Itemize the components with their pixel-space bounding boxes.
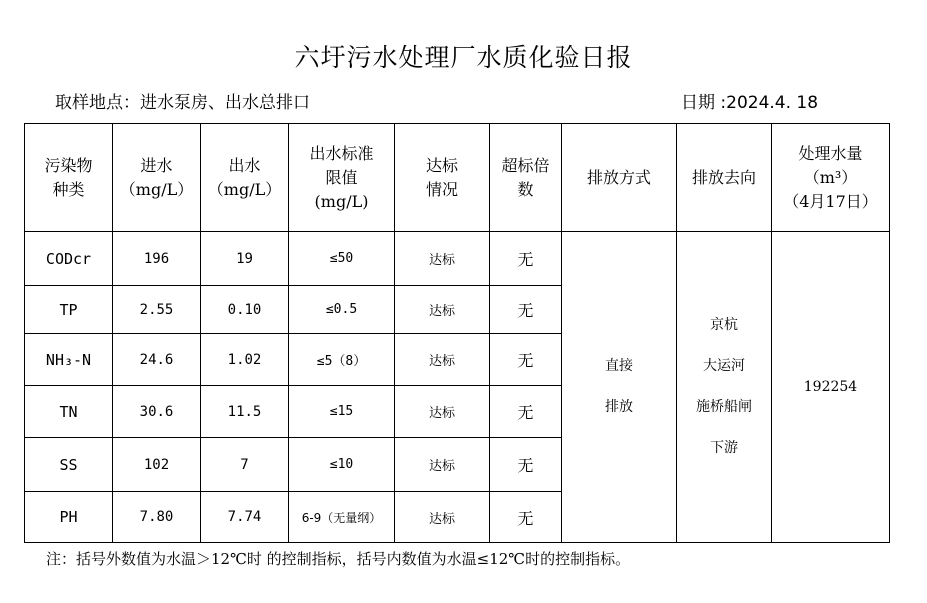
outflow-cell: 1.02	[201, 334, 289, 386]
pollutant-cell: TP	[25, 286, 113, 334]
report-title: 六圩污水处理厂水质化验日报	[294, 43, 633, 72]
header-discharge-dest: 排放去向	[677, 124, 772, 232]
limit-cell: ≤10	[289, 438, 395, 492]
pollutant-cell: CODcr	[25, 232, 113, 286]
exceed-cell: 无	[490, 492, 562, 543]
discharge-mode-cell: 直接 排放	[562, 232, 677, 543]
inflow-cell: 102	[113, 438, 201, 492]
pollutant-cell: TN	[25, 386, 113, 438]
sampling-location: 取样地点：进水泵房、出水总排口	[55, 93, 310, 113]
header-pollutant: 污染物 种类	[25, 124, 113, 232]
header-outflow: 出水 （mg/L）	[201, 124, 289, 232]
outflow-cell: 7.74	[201, 492, 289, 543]
limit-cell: ≤15	[289, 386, 395, 438]
status-cell: 达标	[395, 386, 490, 438]
pollutant-cell: SS	[25, 438, 113, 492]
outflow-cell: 19	[201, 232, 289, 286]
exceed-cell: 无	[490, 334, 562, 386]
inflow-cell: 24.6	[113, 334, 201, 386]
inflow-cell: 7.80	[113, 492, 201, 543]
water-quality-table	[24, 123, 890, 543]
status-cell: 达标	[395, 286, 490, 334]
outflow-cell: 11.5	[201, 386, 289, 438]
table-row	[25, 232, 890, 286]
header-exceed: 超标倍 数	[490, 124, 562, 232]
limit-cell: 6-9（无量纲）	[289, 492, 395, 543]
header-row	[25, 124, 890, 232]
header-volume: 处理水量 （m³） （4月17日）	[772, 124, 890, 232]
inflow-cell: 30.6	[113, 386, 201, 438]
limit-cell: ≤5（8）	[289, 334, 395, 386]
inflow-cell: 196	[113, 232, 201, 286]
status-cell: 达标	[395, 232, 490, 286]
exceed-cell: 无	[490, 438, 562, 492]
status-cell: 达标	[395, 334, 490, 386]
discharge-dest-cell: 京杭 大运河 施桥船闸 下游	[677, 232, 772, 543]
limit-cell: ≤50	[289, 232, 395, 286]
status-cell: 达标	[395, 438, 490, 492]
pollutant-cell: NH₃-N	[25, 334, 113, 386]
exceed-cell: 无	[490, 232, 562, 286]
outflow-cell: 0.10	[201, 286, 289, 334]
header-limit: 出水标准 限值 (mg/L)	[289, 124, 395, 232]
pollutant-cell: PH	[25, 492, 113, 543]
inflow-cell: 2.55	[113, 286, 201, 334]
header-inflow: 进水 （mg/L）	[113, 124, 201, 232]
exceed-cell: 无	[490, 286, 562, 334]
status-cell: 达标	[395, 492, 490, 543]
limit-cell: ≤0.5	[289, 286, 395, 334]
footnote: 注：括号外数值为水温＞12℃时 的控制指标，括号内数值为水温≤12℃时的控制指标。	[46, 550, 631, 568]
volume-cell: 192254	[772, 232, 890, 543]
header-discharge-mode: 排放方式	[562, 124, 677, 232]
outflow-cell: 7	[201, 438, 289, 492]
exceed-cell: 无	[490, 386, 562, 438]
header-status: 达标 情况	[395, 124, 490, 232]
report-date: 日期 :2024.4. 18	[681, 93, 819, 113]
